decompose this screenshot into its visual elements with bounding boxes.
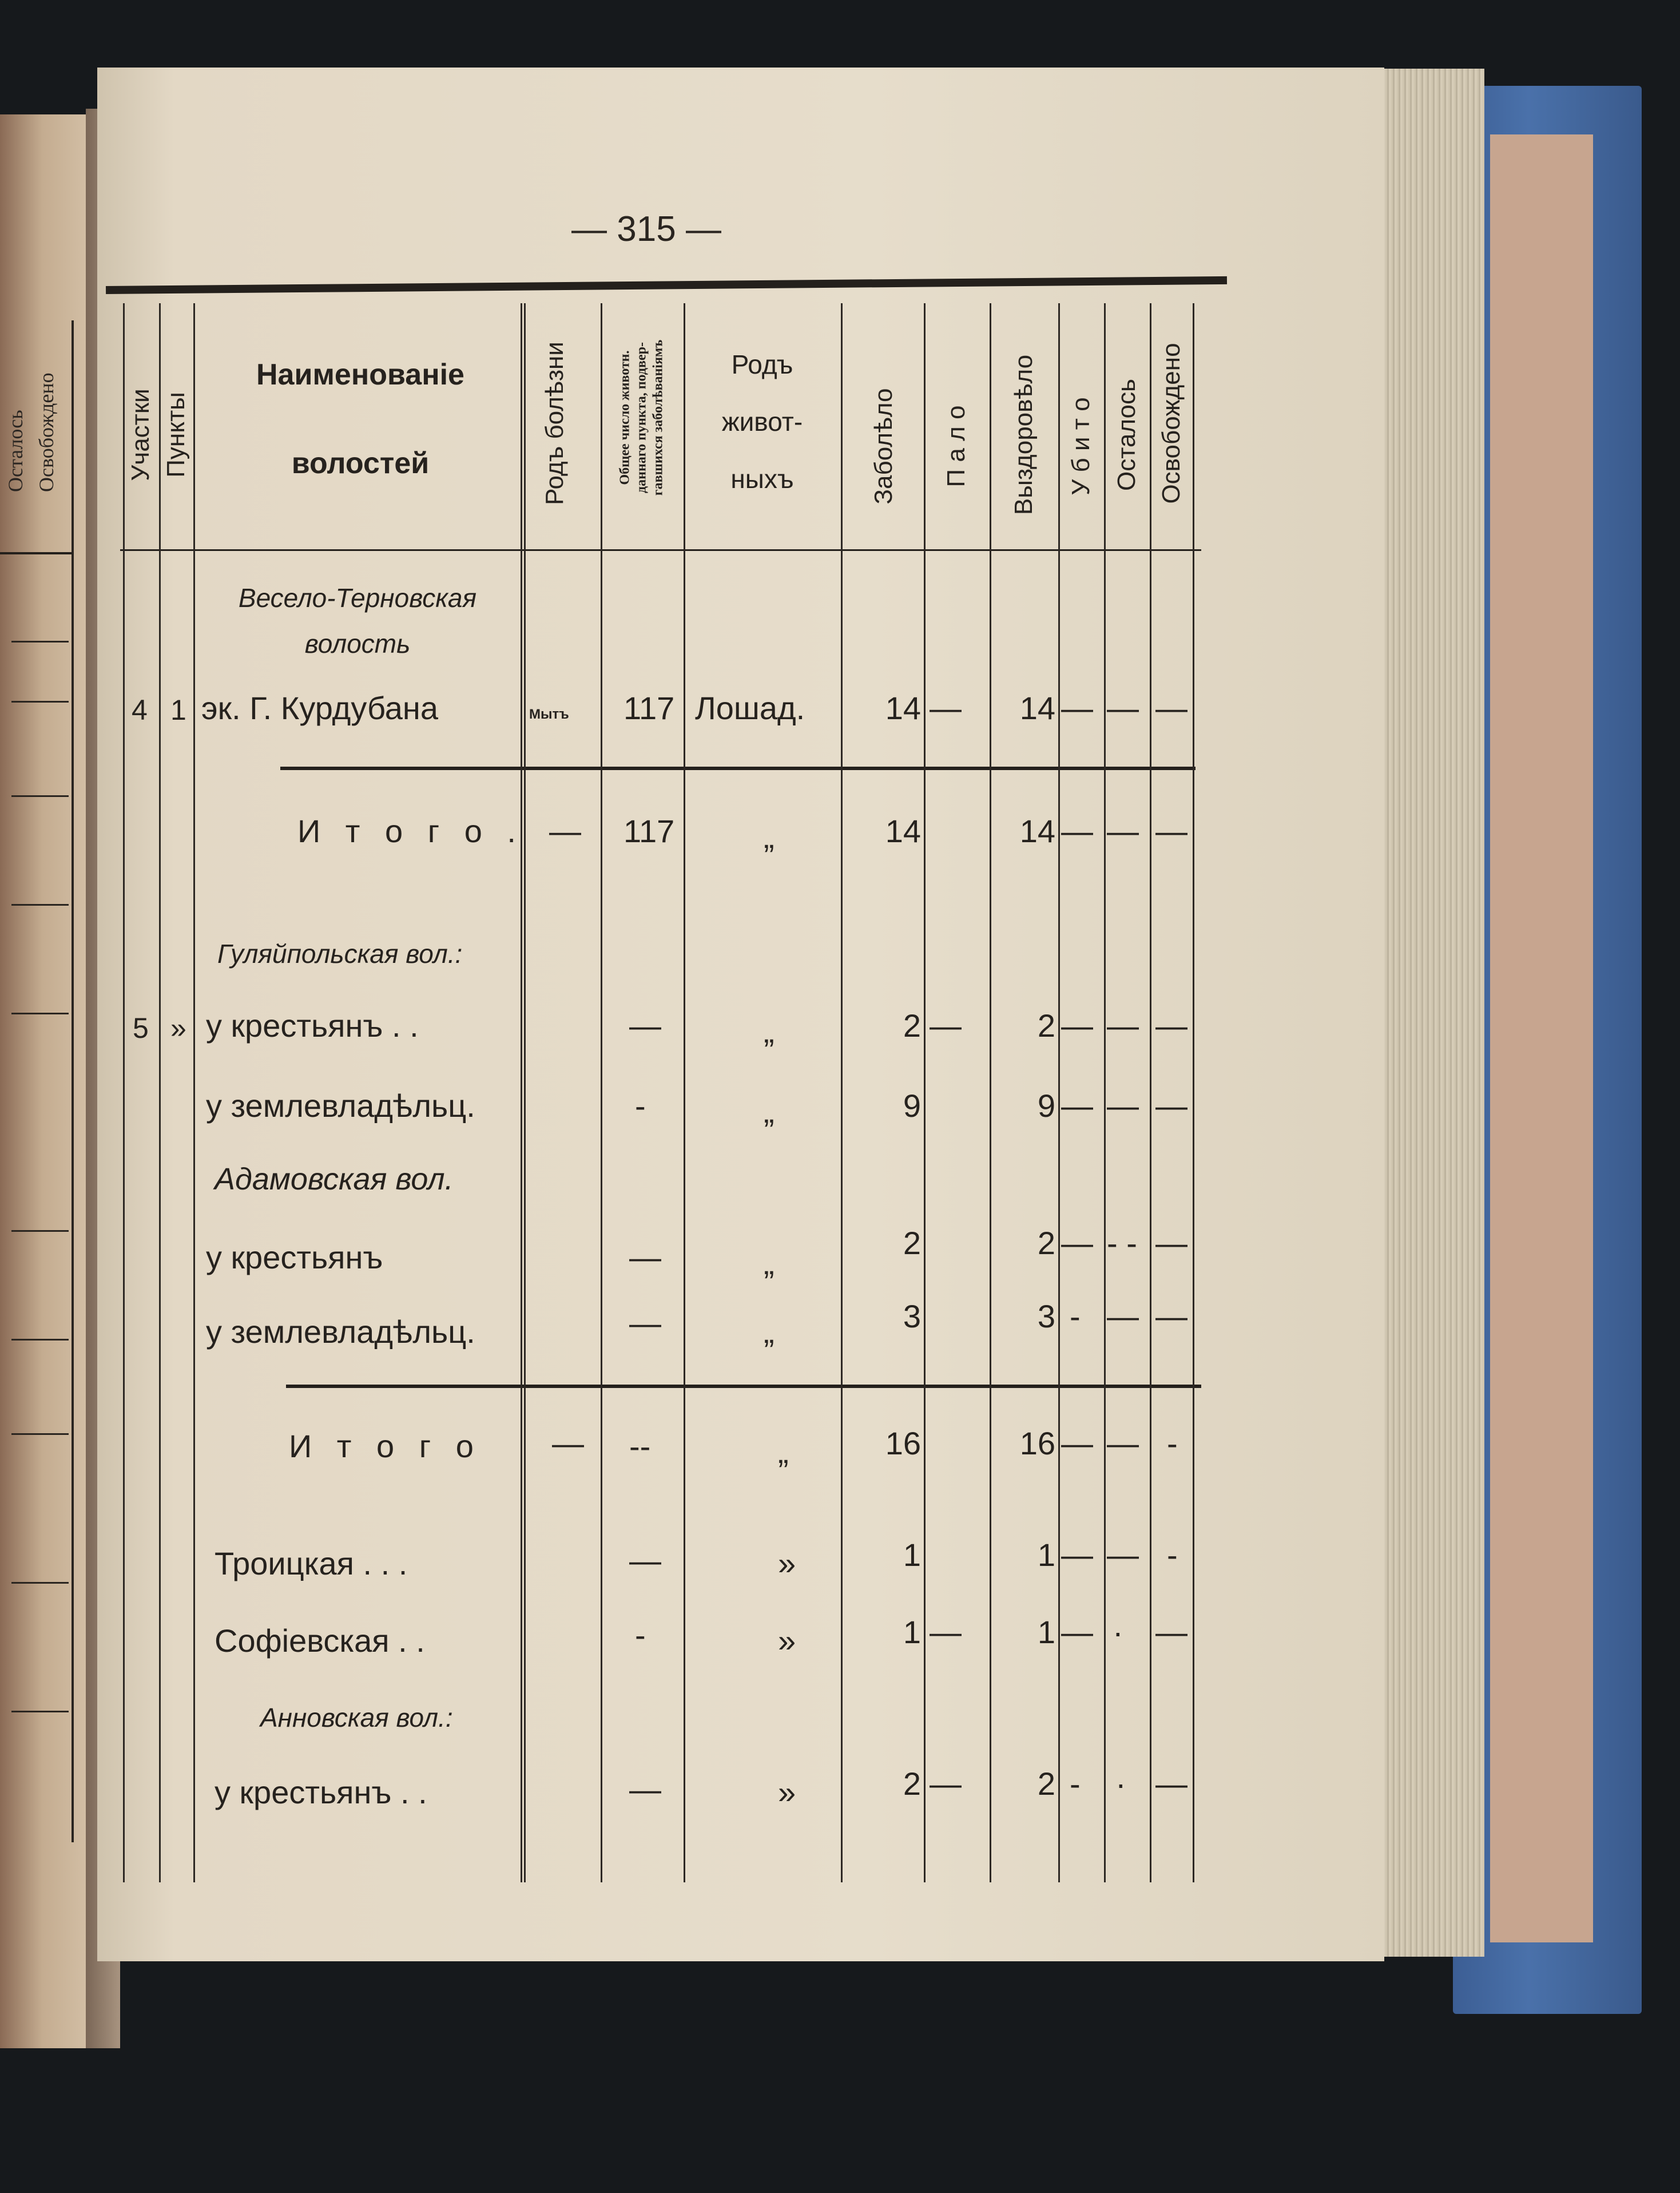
- cell-punkt: »: [170, 1012, 186, 1044]
- header-obshchee-line3: гавшихся заболѣваніямъ: [650, 339, 666, 496]
- cell-bolezn: Мытъ: [529, 707, 569, 722]
- cell-zabolelo: 14: [885, 813, 921, 849]
- cell-zabolelo: 3: [903, 1298, 921, 1334]
- cell-obshchee: —: [629, 1008, 661, 1044]
- cell-zabolelo: 16: [885, 1425, 921, 1461]
- header-uchastki: Участки: [126, 388, 154, 481]
- cell-osvobozhdeno: —: [1155, 1225, 1187, 1261]
- cell-name: эк. Г. Курдубана: [201, 690, 438, 726]
- left-row-dash: [11, 1582, 69, 1584]
- cell-ostalos: ·: [1113, 1614, 1123, 1650]
- cell-osvobozhdeno: —: [1155, 690, 1187, 726]
- cell-ostalos: —: [1107, 813, 1139, 849]
- header-name-line1: Наименованіе: [256, 358, 464, 391]
- cell-zhivot: »: [778, 1545, 796, 1581]
- left-row-dash: [11, 701, 69, 703]
- section-title: волость: [304, 629, 411, 659]
- cell-ostalos: ·: [1115, 1766, 1126, 1802]
- header-rod-zhivot-line2: живот-: [721, 407, 803, 437]
- left-row-dash: [11, 1711, 69, 1712]
- cell-ostalos: —: [1107, 690, 1139, 726]
- cell-zhivot: »: [778, 1623, 796, 1659]
- cell-zabolelo: 2: [903, 1008, 921, 1044]
- cell-obshchee: 117: [623, 690, 675, 726]
- left-row-dash: [11, 1433, 69, 1435]
- cell-ubito: —: [1061, 1614, 1093, 1650]
- cell-zhivot: »: [778, 1774, 796, 1810]
- cell-obshchee: 117: [623, 813, 675, 849]
- cell-bolezn: —: [549, 813, 581, 849]
- cell-obshchee: -: [635, 1617, 646, 1653]
- cell-name: у крестьянъ . .: [206, 1008, 419, 1044]
- left-row-dash: [11, 795, 69, 797]
- header-zabolelo: Заболѣло: [869, 388, 897, 505]
- cell-ostalos: —: [1107, 1008, 1139, 1044]
- cell-osvobozhdeno: —: [1155, 1766, 1187, 1802]
- col-line: [684, 303, 685, 1882]
- cell-osvobozhdeno: —: [1155, 1088, 1187, 1124]
- header-obshchee-line1: Общее число животн.: [617, 350, 633, 485]
- left-row-dash: [11, 1013, 69, 1014]
- cell-osvobozhdeno: —: [1155, 1008, 1187, 1044]
- left-row-dash: [11, 1339, 69, 1341]
- left-page-table: [0, 320, 74, 1842]
- cell-vyzdorovelo: 1: [1037, 1537, 1055, 1573]
- cell-name: у крестьянъ . .: [215, 1774, 427, 1810]
- cell-osvobozhdeno: —: [1155, 813, 1187, 849]
- cell-ostalos: - -: [1107, 1225, 1137, 1261]
- cover-endpaper: [1490, 134, 1593, 1942]
- col-line: [601, 303, 602, 1882]
- cell-ubito: —: [1061, 1225, 1093, 1261]
- left-header-osvobozhdeno: Освобождено: [35, 372, 58, 492]
- cell-zhivot: Лошад.: [695, 690, 805, 726]
- cell-punkt: 1: [170, 694, 186, 726]
- header-vyzdorovelo: Выздоровѣло: [1010, 354, 1038, 515]
- cell-palo: —: [930, 1614, 962, 1650]
- cell-obshchee: -: [635, 1088, 646, 1124]
- cell-vyzdorovelo: 9: [1037, 1088, 1055, 1124]
- cell-ubito: —: [1061, 1088, 1093, 1124]
- cell-ostalos: —: [1107, 1537, 1139, 1573]
- cell-ubito: -: [1070, 1298, 1081, 1334]
- cell-itogo: И т о г о .: [297, 813, 524, 849]
- cell-name: у землевладѣльц.: [206, 1314, 475, 1350]
- cell-vyzdorovelo: 2: [1037, 1766, 1055, 1802]
- header-ostalos: Осталось: [1113, 379, 1141, 491]
- cell-zabolelo: 1: [903, 1614, 921, 1650]
- cell-vyzdorovelo: 2: [1037, 1008, 1055, 1044]
- cell-zabolelo: 2: [903, 1766, 921, 1802]
- cell-ubito: -: [1070, 1766, 1081, 1802]
- cell-ostalos: —: [1107, 1298, 1139, 1334]
- cell-obshchee: —: [629, 1771, 661, 1807]
- cell-itogo: И т о г о: [289, 1428, 482, 1464]
- cell-ostalos: —: [1107, 1425, 1139, 1461]
- header-palo: П а л о: [942, 405, 970, 487]
- subtotal-rule-2: [286, 1385, 1201, 1388]
- cell-vyzdorovelo: 2: [1037, 1225, 1055, 1261]
- col-line: [1058, 303, 1060, 1882]
- cell-obshchee: —: [629, 1239, 661, 1275]
- cell-bolezn: —: [552, 1425, 584, 1461]
- header-rod-zhivot-line3: ныхъ: [730, 464, 794, 494]
- cell-name: Троицкая . . .: [215, 1545, 408, 1581]
- cell-vyzdorovelo: 16: [1019, 1425, 1055, 1461]
- cell-zhivot: „: [764, 1013, 775, 1049]
- cell-ubito: —: [1061, 1537, 1093, 1573]
- cell-ubito: —: [1061, 1425, 1093, 1461]
- cell-zabolelo: 9: [903, 1088, 921, 1124]
- header-obshchee-chislo: [617, 340, 667, 496]
- cell-zhivot: „: [764, 1245, 775, 1281]
- col-line-double: [521, 303, 526, 1882]
- cell-palo: —: [930, 1008, 962, 1044]
- header-rod-zhivot-line1: Родъ: [731, 350, 793, 379]
- cell-palo: —: [930, 1766, 962, 1802]
- col-line: [990, 303, 991, 1882]
- cell-osvobozhdeno: -: [1167, 1425, 1178, 1461]
- cell-palo: —: [930, 690, 962, 726]
- cell-osvobozhdeno: —: [1155, 1298, 1187, 1334]
- left-row-dash: [11, 1230, 69, 1232]
- col-line: [1150, 303, 1151, 1882]
- section-title: Гуляйпольская вол.:: [217, 939, 463, 969]
- cell-name: у крестьянъ: [206, 1239, 383, 1275]
- section-title: Адамовская вол.: [215, 1162, 454, 1196]
- cell-uchastok: 4: [132, 694, 148, 726]
- cell-zabolelo: 2: [903, 1225, 921, 1261]
- left-header-rule: [0, 552, 72, 554]
- cell-zhivot: „: [764, 1093, 775, 1129]
- section-title: Анновская вол.:: [260, 1703, 453, 1732]
- cell-vyzdorovelo: 14: [1019, 813, 1055, 849]
- cell-name: Софіевская . .: [215, 1623, 425, 1659]
- col-line: [193, 303, 195, 1882]
- section-title: Весело-Терновская: [238, 583, 477, 613]
- header-bottom-rule: [120, 549, 1201, 551]
- cell-zhivot: „: [778, 1434, 789, 1470]
- col-line: [123, 303, 125, 1882]
- page-number: — 315 —: [571, 209, 721, 249]
- header-obshchee-line2: даннаго пункта, подвер-: [634, 342, 649, 493]
- cell-obshchee: —: [629, 1542, 661, 1579]
- col-line: [841, 303, 843, 1882]
- header-ubito: У б и т о: [1067, 397, 1095, 495]
- cell-zhivot: „: [764, 819, 775, 855]
- left-row-dash: [11, 641, 69, 643]
- header-punkty: Пункты: [162, 392, 190, 478]
- left-header-ostalos: Осталось: [4, 410, 27, 492]
- cell-obshchee: --: [629, 1428, 651, 1464]
- left-row-dash: [11, 904, 69, 906]
- cell-zabolelo: 1: [903, 1537, 921, 1573]
- col-line: [924, 303, 926, 1882]
- header-osvobozhdeno: Освобождено: [1157, 343, 1185, 504]
- cell-ostalos: —: [1107, 1088, 1139, 1124]
- cell-vyzdorovelo: 14: [1019, 690, 1055, 726]
- header-rod-bolezni: Родъ болѣзни: [541, 342, 569, 505]
- col-line: [1104, 303, 1106, 1882]
- cell-ubito: —: [1061, 1008, 1093, 1044]
- cell-zhivot: „: [764, 1314, 775, 1350]
- cell-ubito: —: [1061, 813, 1093, 849]
- cell-obshchee: —: [629, 1305, 661, 1341]
- cell-vyzdorovelo: 3: [1037, 1298, 1055, 1334]
- col-line: [159, 303, 161, 1882]
- cell-osvobozhdeno: -: [1167, 1537, 1178, 1573]
- cell-ubito: —: [1061, 690, 1093, 726]
- col-line: [1193, 303, 1194, 1882]
- header-name-line2: волостей: [291, 447, 430, 480]
- cell-uchastok: 5: [133, 1012, 149, 1044]
- cell-vyzdorovelo: 1: [1037, 1614, 1055, 1650]
- cell-name: у землевладѣльц.: [206, 1088, 475, 1124]
- cell-osvobozhdeno: —: [1155, 1614, 1187, 1650]
- cell-zabolelo: 14: [885, 690, 921, 726]
